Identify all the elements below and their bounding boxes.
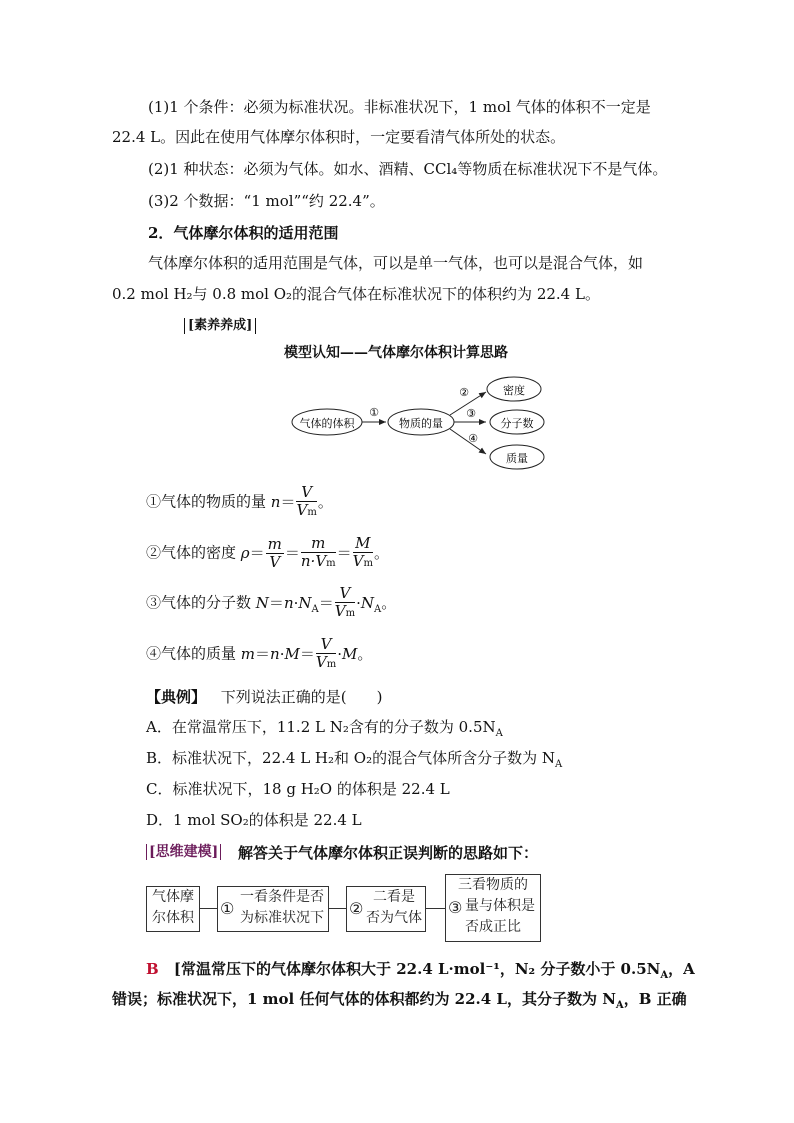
formula-2-label: ②气体的密度 — [146, 543, 237, 562]
node-amount-label: 物质的量 — [399, 417, 443, 430]
model-title: 模型认知——气体摩尔体积计算思路 — [284, 345, 508, 361]
flow-box-1 — [146, 886, 200, 932]
formula-4 — [146, 636, 372, 673]
example-header — [146, 686, 383, 708]
thinking-tag: [思维建模] — [146, 844, 221, 860]
flow-diagram — [290, 372, 560, 472]
node-gas-volume-label: 气体的体积 — [299, 417, 355, 430]
answer-text-1: [常温常压下的气体摩尔体积大于 22.4 L·mol⁻¹，N₂ 分子数小于 0.5N — [173, 960, 661, 978]
section-body-1: 气体摩尔体积的适用范围是气体，可以是单一气体，也可以是混合气体，如 — [148, 254, 644, 272]
flow-box-3-number: ② — [349, 899, 364, 918]
intro-line-3: (2)1 种状态：必须为气体。如水、酒精、CCl₄等物质在标准状况下不是气体。 — [148, 160, 668, 178]
flow-box-2-line-2: 为标准状况下 — [240, 910, 324, 926]
arrow-3-number: ③ — [466, 407, 476, 420]
flow-box-2 — [217, 886, 329, 932]
formula-4-expr: m＝n·M＝ $\frac{V}{Vm}$ ·M。 — [240, 635, 373, 671]
formula-1 — [146, 484, 333, 521]
example-label: 【典例】 — [146, 688, 207, 706]
flow-box-2-line-1: 一看条件是否 — [240, 889, 324, 905]
flow-box-2-number: ① — [220, 899, 235, 918]
section-heading: 2．气体摩尔体积的适用范围 — [148, 224, 339, 242]
node-molecules-label: 分子数 — [500, 417, 534, 430]
example-question: 下列说法正确的是( ) — [220, 688, 383, 706]
formula-1-label: ①气体的物质的量 — [146, 492, 267, 511]
flow-box-4 — [445, 874, 541, 942]
suyang-tag: [素养养成] — [184, 318, 256, 334]
option-c: C．标准状况下，18 g H₂O 的体积是 22.4 L — [146, 780, 450, 798]
answer-line-1: B [常温常压下的气体摩尔体积大于 22.4 L·mol⁻¹，N₂ 分子数小于 $0.5N_A$，A — [146, 960, 695, 981]
flow-box-4-line-1: 三看物质的 — [458, 877, 528, 893]
formula-2 — [146, 535, 389, 572]
formula-3 — [146, 585, 396, 622]
option-a: A．在常温常压下，11.2 L N₂含有的分子数为 $0.5N_A$ — [146, 718, 503, 739]
option-b-text: B．标准状况下，22.4 L H₂和 O₂的混合气体所含分子数为 N — [146, 749, 555, 767]
answer-text-1-end: ，A — [668, 960, 695, 978]
formula-1-expr: n＝ $\frac{V}{Vm}$ 。 — [270, 483, 333, 519]
flow-box-4-line-2: 量与体积是 — [465, 898, 535, 914]
node-mass-label: 质量 — [506, 452, 528, 465]
answer-letter: B — [146, 960, 159, 978]
flow-box-1-line-2: 尔体积 — [152, 910, 194, 926]
flow-box-1-line-1: 气体摩 — [152, 889, 194, 905]
answer-text-2-end: ，B 正确 — [623, 990, 687, 1008]
flow-box-3-line-2: 否为气体 — [366, 910, 422, 926]
formula-4-label: ④气体的质量 — [146, 644, 237, 663]
answer-text-2: 错误；标准状况下，1 mol 任何气体的体积都约为 22.4 L，其分子数为 N — [112, 990, 616, 1008]
flow-box-3 — [346, 886, 426, 932]
section-body-2: 0.2 mol H₂与 0.8 mol O₂的混合气体在标准状况下的体积约为 22.4 L。 — [112, 285, 600, 303]
formula-2-expr: ρ＝ $\frac{m}{V}$ ＝ $\frac{m}{n\cdot Vm}$ ＝ $\frac{M}{Vm}$ 。 — [240, 534, 389, 571]
intro-line-4: (3)2 个数据：“1 mol”“约 22.4”。 — [148, 192, 385, 210]
option-b: B．标准状况下，22.4 L H₂和 O₂的混合气体所含分子数为 $N_A$ — [146, 749, 563, 770]
answer-line-2: 错误；标准状况下，1 mol 任何气体的体积都约为 22.4 L，其分子数为 $N_A$，B 正确 — [112, 990, 687, 1011]
formula-3-label: ③气体的分子数 — [146, 593, 252, 612]
arrow-1-number: ① — [369, 406, 379, 419]
flow-connector-1 — [199, 908, 217, 909]
node-density-label: 密度 — [503, 384, 525, 397]
intro-line-2: 22.4 L。因此在使用气体摩尔体积时，一定要看清气体所处的状态。 — [112, 128, 566, 146]
flow-box-4-number: ③ — [448, 898, 463, 917]
flow-connector-3 — [425, 908, 445, 909]
formula-3-expr: $N=n\cdot N_A=$ $\frac{V}{Vm}$ $\cdot N_A$。 — [255, 584, 397, 620]
arrow-2-number: ② — [459, 386, 469, 399]
intro-line-1: (1)1 个条件：必须为标准状况。非标准状况下，1 mol 气体的体积不一定是 — [148, 98, 651, 116]
flow-box-3-line-1: 二看是 — [373, 889, 415, 905]
arrow-4-number: ④ — [468, 432, 478, 445]
option-a-text: A．在常温常压下，11.2 L N₂含有的分子数为 0.5N — [146, 718, 496, 736]
thinking-text: 解答关于气体摩尔体积正误判断的思路如下： — [238, 844, 539, 862]
flow-connector-2 — [328, 908, 346, 909]
flow-box-4-line-3: 否成正比 — [465, 919, 521, 935]
option-d: D．1 mol SO₂的体积是 22.4 L — [146, 811, 362, 829]
